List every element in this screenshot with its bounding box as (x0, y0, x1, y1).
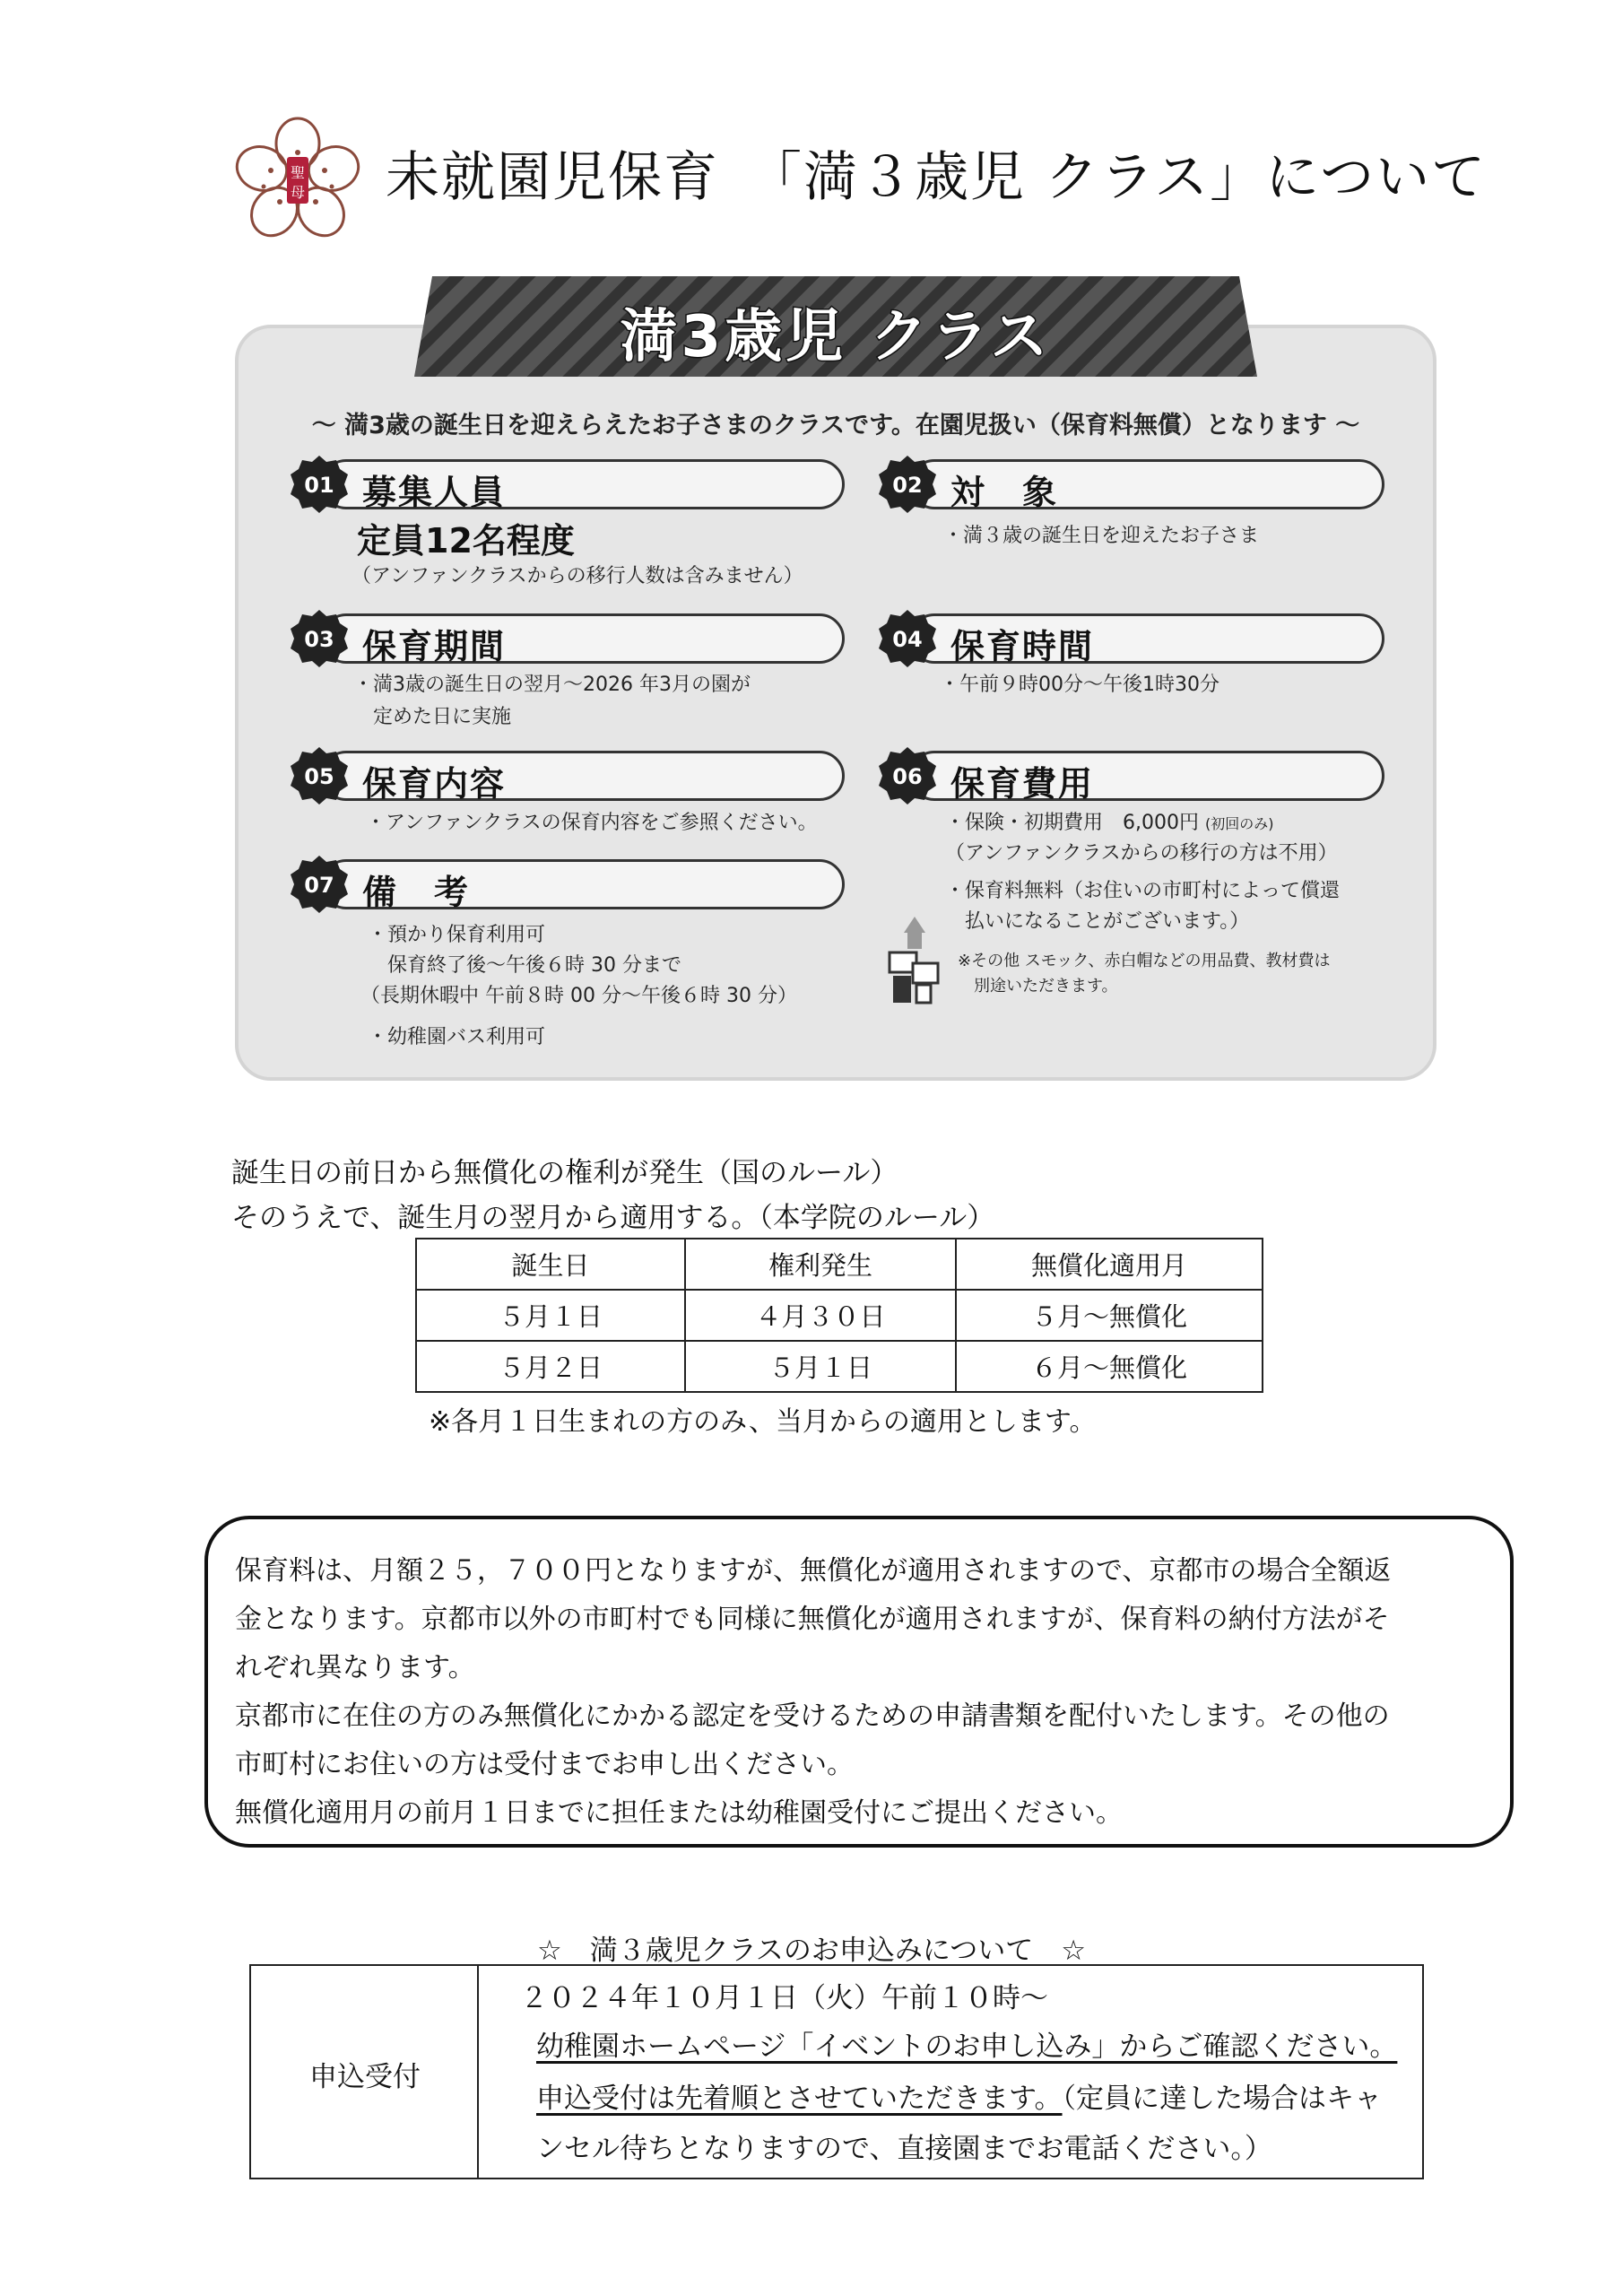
section-01-line-1: （アンファンクラスからの移行人数は含みません） (352, 565, 803, 587)
fee-line-6: 無償化適用月の前月１日までに担任または幼稚園受付にご提出ください。 (235, 1797, 1123, 1829)
panel-subtitle: ～ 満3歳の誕生日を迎えらえたお子さまのクラスです。在園児扱い（保育料無償）となります ～ (311, 412, 1360, 439)
school-logo (235, 117, 360, 242)
section-05-title: 保育内容 (362, 764, 507, 804)
badge-04-icon (877, 608, 938, 669)
rule-school: そのうえで、誕生月の翌月から適用する。（本学院のルール） (231, 1202, 995, 1234)
table-cell: ５月１日 (685, 1341, 956, 1392)
svg-text:07: 07 (304, 873, 334, 898)
section-04-title: 保育時間 (950, 627, 1095, 666)
application-label: 申込受付 (309, 2061, 421, 2093)
section-01-header (289, 459, 845, 512)
fee-line-3: れぞれ異なります。 (235, 1652, 475, 1683)
section-05-line-1: ・アンファンクラスの保育内容をご参照ください。 (366, 812, 818, 834)
section-03-line-1: ・満3歳の誕生日の翌月～2026 年3月の園が (353, 674, 751, 696)
application-homepage-link[interactable]: 幼稚園ホームページ「イベントのお申し込み」からご確認ください。 (536, 2031, 1398, 2063)
section-02-line-1: ・満３歳の誕生日を迎えたお子さま (943, 525, 1260, 547)
section-07-line-4: ・幼稚園バス利用可 (368, 1026, 546, 1048)
svg-text:06: 06 (892, 764, 923, 789)
table-row (416, 1290, 1263, 1341)
svg-text:04: 04 (892, 627, 923, 652)
section-01-title: 募集人員 (362, 473, 507, 512)
rule-note: ※各月１日生まれの方のみ、当月からの適用とします。 (429, 1406, 1097, 1438)
svg-text:01: 01 (304, 473, 334, 498)
logo-char-2: 母 (290, 184, 306, 201)
table-row (416, 1341, 1263, 1392)
blocks-icon (882, 917, 947, 1006)
section-02-title: 対 象 (950, 473, 1059, 512)
section-04-header (877, 613, 1384, 664)
badge-02-icon (877, 454, 938, 515)
section-06-line-1: ・保険・初期費用 6,000円 (初回のみ) (945, 812, 1274, 834)
table-header: 無償化適用月 (956, 1239, 1263, 1290)
section-06-line-3: ・保育料無料（お住いの市町村によって償還 (945, 880, 1341, 902)
svg-text:05: 05 (304, 764, 334, 789)
section-03-title: 保育期間 (362, 627, 507, 666)
fee-line-5: 市町村にお住いの方は受付までお申し出ください。 (235, 1749, 854, 1780)
section-06-header (877, 751, 1384, 804)
application-date: ２０２４年１０月１日（火）午前１０時～ (520, 1982, 1048, 2014)
fee-line-2: 金となります。京都市以外の市町村でも同様に無償化が適用されますが、保育料の納付方法がそ (235, 1604, 1390, 1635)
table-header: 誕生日 (416, 1239, 685, 1290)
rule-table (415, 1238, 1263, 1393)
page-title: 未就園児保育 「満３歳児 クラス」について (386, 146, 1488, 209)
application-table (249, 1964, 1424, 2179)
application-title: ☆ 満３歳児クラスのお申込みについて ☆ (536, 1935, 1087, 1967)
section-07-title: 備 考 (362, 873, 471, 912)
section-06-small-note: (初回のみ) (1204, 815, 1274, 832)
table-header-row (416, 1239, 1263, 1290)
section-06-note-2: 別途いただきます。 (958, 977, 1118, 996)
badge-07-icon (289, 854, 350, 915)
section-02-header (877, 459, 1384, 512)
section-06-line-4: 払いになることがございます。） (945, 910, 1250, 933)
section-03-header (289, 613, 845, 664)
svg-text:02: 02 (892, 473, 923, 498)
table-cell: ４月３０日 (685, 1290, 956, 1341)
badge-06-icon (877, 745, 938, 806)
table-cell: ６月～無償化 (956, 1341, 1263, 1392)
fee-line-1: 保育料は、月額２５，７００円となりますが、無償化が適用されますので、京都市の場合全額返 (235, 1555, 1392, 1587)
section-07-line-1: ・預かり保育利用可 (368, 924, 546, 946)
section-06-title: 保育費用 (950, 764, 1095, 804)
logo-char-1: 聖 (290, 164, 306, 181)
table-header: 権利発生 (685, 1239, 956, 1290)
table-cell: ５月～無償化 (956, 1290, 1263, 1341)
application-first-come: 申込受付は先着順とさせていただきます。（定員に達した場合はキャ (536, 2083, 1383, 2115)
section-05-header (289, 751, 845, 804)
rule-national: 誕生日の前日から無償化の権利が発生（国のルール） (231, 1157, 898, 1189)
badge-03-icon (289, 608, 350, 669)
section-06-line-2: （アンファンクラスからの移行の方は不用） (945, 842, 1338, 865)
capacity: 定員12名程度 (357, 521, 575, 561)
badge-05-icon (289, 745, 350, 806)
fee-line-4: 京都市に在住の方のみ無償化にかかる認定を受けるための申請書類を配付いたします。その他の (235, 1700, 1390, 1732)
section-07-line-3: （長期休暇中 午前８時 00 分～午後６時 30 分） (360, 985, 797, 1007)
section-04-line-1: ・午前９時00分～午後1時30分 (940, 674, 1219, 696)
application-waitlist: ンセル待ちとなりますので、直接園までお電話ください。） (536, 2133, 1272, 2165)
table-cell: ５月２日 (416, 1341, 685, 1392)
badge-01-icon (289, 454, 350, 515)
section-07-header (289, 859, 845, 912)
table-cell: ５月１日 (416, 1290, 685, 1341)
svg-text:03: 03 (304, 627, 334, 652)
section-03-line-2: 定めた日に実施 (353, 706, 512, 728)
section-06-note-1: ※その他 スモック、赤白帽などの用品費、教材費は (958, 952, 1331, 970)
info-panel (235, 269, 1436, 1081)
section-07-line-2: 保育終了後～午後６時 30 分まで (368, 954, 681, 977)
fee-info-box (204, 1516, 1514, 1848)
banner-title: 満3歳児 クラス (620, 304, 1052, 370)
